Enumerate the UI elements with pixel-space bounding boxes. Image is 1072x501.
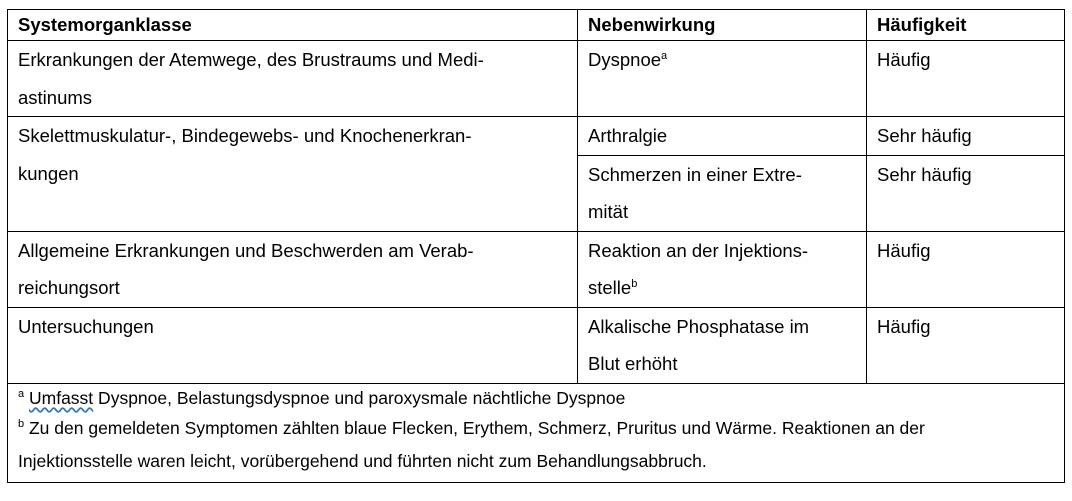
- reaction-cell: [578, 155, 867, 231]
- footnote-row: [8, 383, 1065, 482]
- reaction-cell: [578, 117, 867, 156]
- soc-cell: [8, 41, 578, 117]
- frequency-cell: Sehr häufig: [867, 155, 1065, 231]
- soc-cell: [8, 117, 578, 232]
- table-row: [8, 231, 1065, 307]
- soc-text-line: kungen: [18, 162, 79, 184]
- reaction-text: stelle: [588, 277, 632, 298]
- soc-text-line: reichungsort: [18, 277, 120, 298]
- soc-text-line: Untersuchungen: [18, 315, 154, 337]
- reaction-cell: [578, 307, 867, 383]
- footnote-text: Dyspnoe, Belastungsdyspnoe und paroxysmale nächtliche Dyspnoe: [93, 387, 626, 408]
- reaction-text-line: Schmerzen in einer Extre-: [588, 163, 802, 185]
- header-adverse-reaction: Nebenwirkung: [578, 10, 867, 41]
- frequency-cell: Häufig: [867, 307, 1065, 383]
- header-frequency: Häufigkeit: [867, 10, 1065, 41]
- soc-cell: [8, 307, 578, 383]
- frequency-cell: Häufig: [867, 231, 1065, 307]
- footnotes-cell: [8, 383, 1065, 482]
- reaction-text-line: Reaktion an der Injektions-: [588, 239, 809, 261]
- reaction-cell: [578, 41, 867, 117]
- soc-text-line: Skelettmuskulatur-, Bindegewebs- und Knochenerkran-: [18, 125, 472, 146]
- reaction-cell: [578, 231, 867, 307]
- reaction-text-line: Alkalische Phosphatase im: [588, 315, 810, 337]
- reaction-text-line: Blut erhöht: [588, 353, 678, 374]
- header-system-organ-class: Systemorganklasse: [8, 10, 578, 41]
- footnote-b-continuation: Injektionsstelle waren leicht, vorübergehend und führten nicht zum Behandlungsabbruch.: [18, 450, 707, 471]
- table-row: [8, 41, 1065, 117]
- footnote-marker: a: [18, 387, 25, 400]
- soc-text-line: Erkrankungen der Atemwege, des Brustraums und Medi-: [18, 49, 484, 70]
- reaction-text-line: mität: [588, 201, 629, 222]
- reaction-text: Dyspnoe: [588, 49, 662, 70]
- footnote-marker: a: [661, 50, 668, 62]
- soc-text-line: Allgemeine Erkrankungen und Beschwerden am Verab-: [18, 239, 474, 261]
- reaction-text-line: Arthralgie: [588, 125, 668, 146]
- frequency-cell: Sehr häufig: [867, 117, 1065, 156]
- footnote-b: [18, 412, 1054, 445]
- table-row: [8, 307, 1065, 383]
- reaction-text-line: [588, 269, 852, 307]
- soc-cell: [8, 231, 578, 307]
- spellcheck-underlined-word: Umfasst: [29, 387, 94, 408]
- reaction-text-line: [588, 41, 852, 79]
- footnote-marker: b: [18, 417, 25, 430]
- adverse-reactions-table: [7, 9, 1065, 483]
- frequency-cell: Häufig: [867, 41, 1065, 117]
- footnote-a: [18, 384, 1054, 412]
- footnote-text: Zu den gemeldeten Symptomen zählten blaue Flecken, Erythem, Schmerz, Pruritus und Wärme. Reaktionen an der: [24, 417, 925, 438]
- footnote-marker: b: [631, 278, 638, 290]
- table-header-row: [8, 10, 1065, 41]
- table-row: [8, 117, 1065, 156]
- soc-text-line: astinums: [18, 86, 93, 108]
